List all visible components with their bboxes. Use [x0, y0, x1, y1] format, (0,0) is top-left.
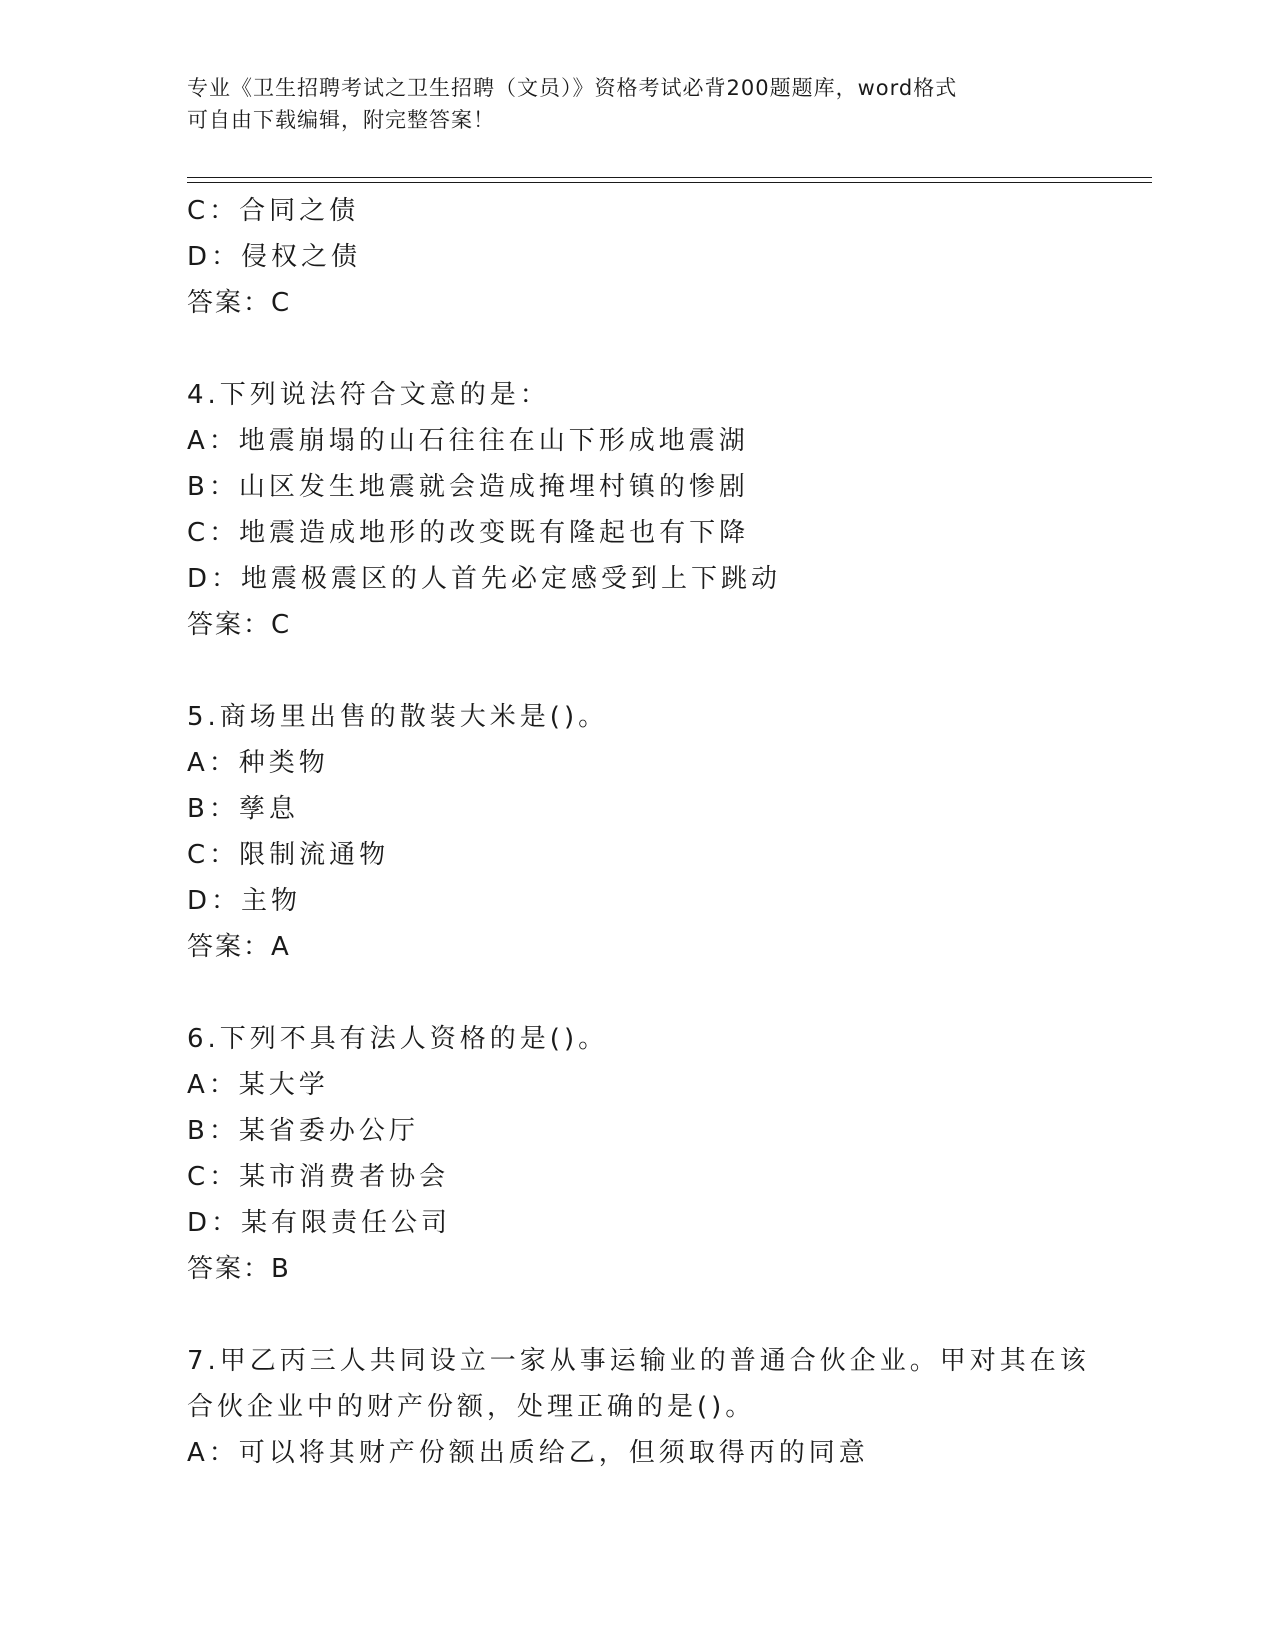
option-b: B：某省委办公厅 [187, 1116, 419, 1146]
question-list [187, 188, 1107, 1476]
spacer [187, 648, 1107, 694]
document-header [187, 72, 1087, 136]
option-a: A：可以将其财产份额出质给乙，但须取得丙的同意 [187, 1438, 869, 1468]
question-text-line-1: 7.甲乙丙三人共同设立一家从事运输业的普通合伙企业。甲对其在该 [187, 1346, 1090, 1376]
option-b: B：山区发生地震就会造成掩埋村镇的惨剧 [187, 472, 749, 502]
header-divider-top [187, 177, 1152, 178]
option-a: A：种类物 [187, 748, 329, 778]
question-text: 5.商场里出售的散装大米是()。 [187, 702, 609, 732]
question-5 [187, 694, 1107, 970]
header-divider-bottom [187, 182, 1152, 183]
question-text-line-2: 合伙企业中的财产份额，处理正确的是()。 [187, 1392, 756, 1422]
option-d: D：某有限责任公司 [187, 1208, 452, 1238]
option-b: B：孳息 [187, 794, 299, 824]
option-c: C：合同之债 [187, 196, 360, 226]
answer-label: 答案：B [187, 1254, 291, 1284]
answer-label: 答案：C [187, 610, 292, 640]
option-c: C：某市消费者协会 [187, 1162, 450, 1192]
option-a: A：地震崩塌的山石往往在山下形成地震湖 [187, 426, 749, 456]
option-d: D：主物 [187, 886, 302, 916]
answer-label: 答案：A [187, 932, 291, 962]
option-d: D：侵权之债 [187, 242, 362, 272]
spacer [187, 1292, 1107, 1338]
option-c: C：限制流通物 [187, 840, 390, 870]
option-c: C：地震造成地形的改变既有隆起也有下降 [187, 518, 750, 548]
question-text: 6.下列不具有法人资格的是()。 [187, 1024, 609, 1054]
question-4 [187, 372, 1107, 648]
answer-label: 答案：C [187, 288, 292, 318]
spacer [187, 970, 1107, 1016]
spacer [187, 326, 1107, 372]
option-d: D：地震极震区的人首先必定感受到上下跳动 [187, 564, 782, 594]
option-a: A：某大学 [187, 1070, 329, 1100]
question-7 [187, 1338, 1107, 1476]
question-6 [187, 1016, 1107, 1292]
header-title-line-1: 专业《卫生招聘考试之卫生招聘（文员）》资格考试必背200题题库，word格式 [187, 76, 958, 100]
question-text: 4.下列说法符合文意的是： [187, 380, 550, 410]
header-title-line-2: 可自由下载编辑，附完整答案！ [187, 108, 495, 132]
question-3-tail [187, 188, 1107, 326]
